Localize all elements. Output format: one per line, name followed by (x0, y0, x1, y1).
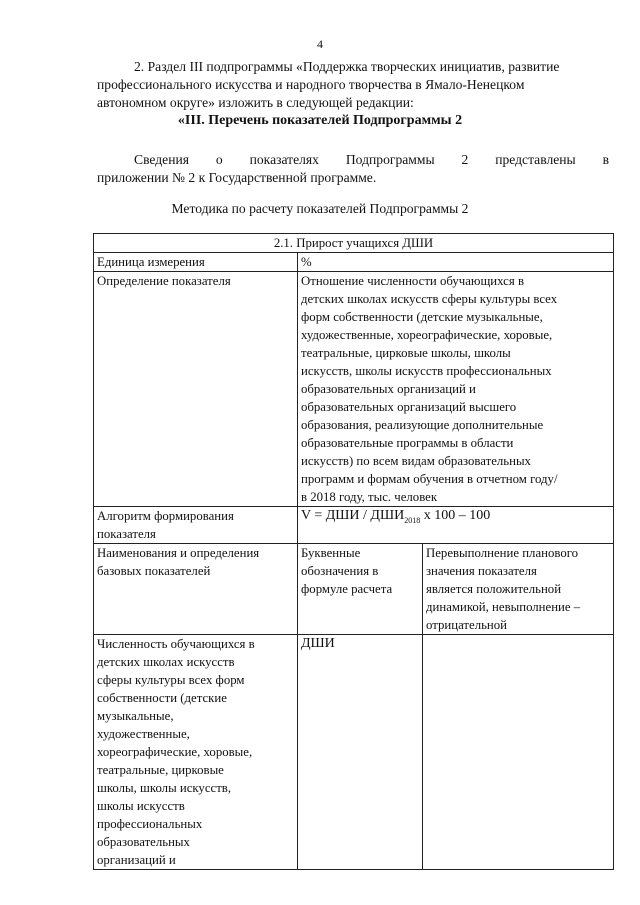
word: Подпрограммы (345, 152, 435, 167)
text-line: Перевыполнение планового (426, 546, 579, 560)
info-line-justified (97, 151, 609, 169)
text-line: организаций и (97, 853, 176, 867)
text-line: собственности (детские (97, 691, 227, 705)
word: о (215, 152, 223, 167)
text-line: театральные, цирковые (97, 763, 224, 777)
definition-text (298, 272, 614, 507)
text-line: базовых показателей (97, 564, 211, 578)
page-number: 4 (317, 37, 323, 51)
text-line: художественные, (97, 727, 190, 741)
info-line: приложении № 2 к Государственной программе. (97, 170, 377, 185)
text-line: искусств, школы искусств профессиональных (301, 364, 552, 378)
table-row (94, 272, 614, 507)
empty-cell (423, 635, 614, 870)
text-line: искусств) по всем видам образовательных (301, 454, 531, 468)
base-indicator-name (94, 635, 298, 870)
text-line: образовательных организаций высшего (301, 400, 517, 414)
text-line: хореографические, хоровые, (97, 745, 253, 759)
text-line: образовательных организаций и (301, 382, 476, 396)
text-line: Буквенные (301, 546, 361, 560)
unit-label: Единица измерения (94, 253, 298, 272)
table-row (94, 635, 614, 870)
text-line: музыкальные, (97, 709, 174, 723)
text-line: Алгоритм формирования (97, 509, 234, 523)
text-line: является положительной (426, 582, 562, 596)
base-indicator-letter: ДШИ (298, 635, 423, 870)
text-line: программ и формам обучения в отчетном году/ (301, 472, 558, 486)
table-row (94, 507, 614, 544)
text-line: образовательных (97, 835, 190, 849)
word: 2 (461, 152, 469, 167)
text-line: театральные, цирковые школы, школы (301, 346, 511, 360)
text-line: показателя (97, 527, 156, 541)
info-paragraph (97, 151, 609, 187)
formula-subscript: 2018 (404, 515, 421, 525)
text-line: форм собственности (детские музыкальные, (301, 310, 543, 324)
text-line: профессиональных (97, 817, 203, 831)
text-line: динамикой, невыполнение – (426, 600, 581, 614)
paragraph-line: профессионального искусства и народного творчества в Ямало-Ненецком (97, 77, 525, 92)
method-title: Методика по расчету показателей Подпрограммы 2 (171, 201, 469, 216)
unit-value: % (298, 253, 614, 272)
word: Сведения (134, 152, 190, 167)
table-row (94, 544, 614, 635)
formula-tail: x 100 – 100 (420, 508, 491, 523)
text-line: значения показателя (426, 564, 537, 578)
formula-main: V = ДШИ / ДШИ (301, 508, 405, 523)
word: показателях (249, 152, 319, 167)
text-line: формуле расчета (301, 582, 393, 596)
table-title: 2.1. Прирост учащихся ДШИ (94, 234, 614, 253)
paragraph-line: автономном округе» изложить в следующей редакции: (97, 95, 414, 110)
text-line: образования, реализующие дополнительные (301, 418, 544, 432)
text-line: сферы культуры всех форм (97, 673, 245, 687)
text-line: в 2018 году, тыс. человек (301, 490, 438, 504)
formula (298, 507, 614, 544)
algorithm-label (94, 507, 298, 544)
text-line: детских школах искусств сферы культуры всех (301, 292, 558, 306)
table-title-row (94, 234, 614, 253)
text-line: образовательные программы в области (301, 436, 514, 450)
text-line: художественные, хореографические, хоровые, (301, 328, 553, 342)
word: представлены (495, 152, 576, 167)
text-line: Отношение численности обучающихся в (301, 274, 524, 288)
base-indicators-label (94, 544, 298, 635)
text-line: отрицательной (426, 618, 508, 632)
dynamics-note (423, 544, 614, 635)
indicator-table (93, 233, 614, 870)
text-line: детских школах искусств (97, 655, 235, 669)
letter-header (298, 544, 423, 635)
text-line: школы, школы искусств, (97, 781, 232, 795)
word: в (602, 152, 609, 167)
text-line: Численность обучающихся в (97, 637, 255, 651)
text-line: обозначения в (301, 564, 379, 578)
section-heading: «III. Перечень показателей Подпрограммы 2 (177, 113, 463, 128)
table-row (94, 253, 614, 272)
text-line: Наименования и определения (97, 546, 260, 560)
paragraph-line: 2. Раздел III подпрограммы «Поддержка творческих инициатив, развитие (134, 59, 560, 74)
definition-label: Определение показателя (94, 272, 298, 507)
text-line: школы искусств (97, 799, 185, 813)
amendment-paragraph (97, 58, 609, 112)
